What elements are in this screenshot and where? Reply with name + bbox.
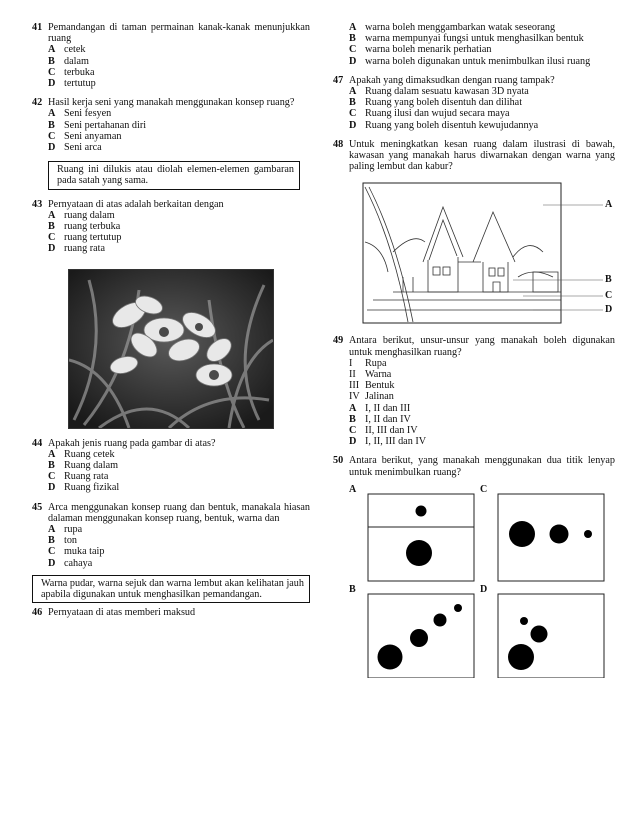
question-44 [32,438,310,494]
question-number: 49 [333,335,344,347]
question-49 [333,335,615,447]
statement-box: Warna pudar, warna sejuk dan warna lembut akan kelihatan jauh apabila digunakan untuk menghasilkan pemandangan. [32,575,310,603]
question-stem: Pernyataan di atas adalah berkaitan dengan [48,198,224,210]
label-a: A [349,483,357,495]
label-a: A [605,199,613,211]
question-stem: Pemandangan di taman permainan kanak-kanak menunjukkan ruang [48,22,310,45]
question-43 [32,199,310,255]
option-a[interactable]: A cetek [48,44,86,56]
question-number: 45 [32,501,43,513]
question-stem: Hasil kerja seni yang manakah menggunakan konsep ruang? [48,97,295,109]
option-a[interactable]: A rupa [48,524,83,536]
option-c[interactable]: C Ruang ilusi dan wujud secara maya [349,108,510,120]
option-d[interactable]: D Seni arca [48,142,102,154]
question-47 [333,75,615,131]
question-48 [333,139,615,173]
question-number: 50 [333,455,344,467]
option-a[interactable]: A Ruang cetek [48,448,115,460]
right-column [333,22,615,678]
question-41 [32,22,310,89]
label-b: B [349,583,356,595]
option-c[interactable]: C II, III dan IV [349,425,418,437]
question-stem: Apakah jenis ruang pada gambar di atas? [48,437,216,449]
question-45 [32,502,310,569]
diagram-a [368,494,474,581]
label-d: D [605,304,613,316]
option-b[interactable]: B Ruang yang boleh disentuh dan dilihat [349,97,523,109]
question-stem: Antara berikut, yang manakah menggunakan dua titik lenyap untuk menimbulkan ruang? [349,455,615,478]
option-a[interactable]: A ruang dalam [48,209,115,221]
question-stem: Pernyataan di atas memberi maksud [48,607,196,619]
option-d[interactable]: D cahaya [48,557,93,569]
option-d[interactable]: D Ruang fizikal [48,482,120,494]
option-b[interactable]: B ruang terbuka [48,221,121,233]
label-c: C [480,483,488,495]
dot-diagrams [333,484,615,678]
question-stem: Arca menggunakan konsep ruang dan bentuk, manakala hiasan dalaman menggunakan konsep ruang, bentuk, warna dan [48,501,310,524]
option-a[interactable]: A Ruang dalam sesuatu kawasan 3D nyata [349,86,529,98]
question-stem: Antara berikut, unsur-unsur yang manakah boleh digunakan untuk menghasilkan ruang? [349,335,615,358]
option-b[interactable]: B Ruang dalam [48,460,119,472]
option-b[interactable]: B warna mempunyai fungsi untuk menghasilkan bentuk [349,33,584,45]
option-d[interactable]: D Ruang yang boleh disentuh kewujudannya [349,119,539,131]
house-drawing [333,182,615,327]
diagram-b [368,594,474,678]
option-a[interactable]: A Seni fesyen [48,108,112,120]
left-column [32,22,310,627]
question-42 [32,97,310,153]
option-d[interactable]: D I, II, III dan IV [349,436,427,448]
question-number: 46 [32,607,43,619]
diagram-c [498,494,604,581]
orchid-photo [68,269,274,429]
item-i: I Rupa [349,357,387,369]
question-46 [32,607,310,618]
question-number: 47 [333,74,344,86]
option-b[interactable]: B dalam [48,55,89,67]
question-50 [333,455,615,477]
diagram-d [498,594,604,678]
option-d[interactable]: D ruang rata [48,243,106,255]
option-b[interactable]: B Seni pertahanan diri [48,119,147,131]
option-c[interactable]: C Ruang rata [48,471,109,483]
option-c[interactable]: C warna boleh menarik perhatian [349,44,492,56]
item-ii: II Warna [349,369,392,381]
question-number: 43 [32,198,43,210]
vanishing-point-options [333,484,615,678]
question-stem: Untuk meningkatkan kesan ruang dalam ilustrasi di bawah, kawasan yang manakah harus diwarnakan dengan warna yang paling lembut dan kabur? [349,138,615,173]
option-b[interactable]: B I, II dan IV [349,413,411,425]
option-c[interactable]: C ruang tertutup [48,232,122,244]
option-d[interactable]: D warna boleh digunakan untuk menimbulkan ilusi ruang [349,55,591,67]
option-c[interactable]: C Seni anyaman [48,130,122,142]
option-a[interactable]: A I, II dan III [349,402,411,414]
option-c[interactable]: C terbuka [48,66,95,78]
question-number: 42 [32,97,43,109]
item-iv: IV Jalinan [349,391,394,403]
question-number: 48 [333,138,344,150]
option-a[interactable]: A warna boleh menggambarkan watak seseorang [349,22,556,33]
option-d[interactable]: D tertutup [48,78,96,90]
house-illustration [333,182,615,327]
label-c: C [605,290,613,302]
question-stem: Apakah yang dimaksudkan dengan ruang tampak? [349,74,555,86]
question-number: 41 [32,22,43,33]
item-iii: III Bentuk [349,380,395,392]
question-46-options [333,22,615,67]
question-number: 44 [32,437,43,449]
option-b[interactable]: B ton [48,535,78,547]
label-b: B [605,274,612,286]
label-d: D [480,583,488,595]
option-c[interactable]: C muka taip [48,546,105,558]
statement-box: Ruang ini dilukis atau diolah elemen-elemen gambaran pada satah yang sama. [48,161,300,189]
